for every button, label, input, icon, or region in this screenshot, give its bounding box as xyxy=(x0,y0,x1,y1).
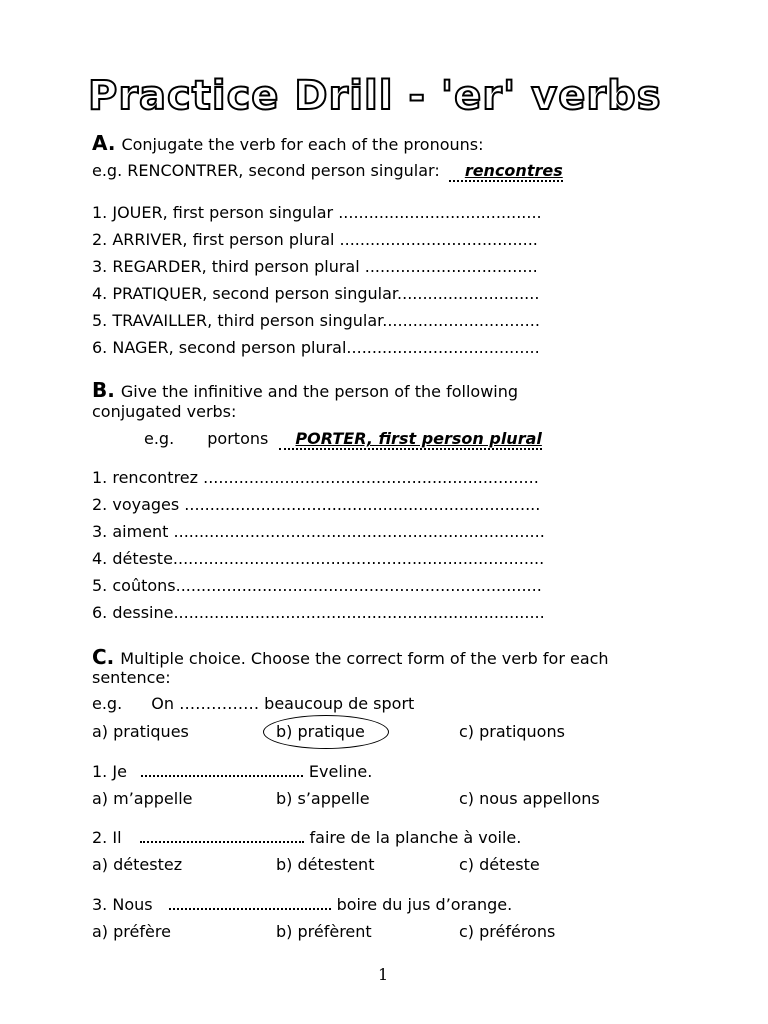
question-1 xyxy=(92,762,372,781)
section-a-item: 5. TRAVAILLER, third person singular............................... xyxy=(92,311,540,330)
option-a: a) m’appelle xyxy=(92,789,193,808)
section-b-example-word: portons xyxy=(207,429,269,448)
section-b-instruction-cont: conjugated verbs: xyxy=(92,402,237,421)
section-b-letter: B. xyxy=(92,378,115,402)
section-c-example-sentence: On …………… beaucoup de sport xyxy=(151,694,415,713)
page-number: 1 xyxy=(378,965,389,984)
question-3-start: 3. Nous xyxy=(92,895,153,914)
section-b-item: 6. dessine......................................................................... xyxy=(92,603,545,622)
option-b: b) préfèrent xyxy=(276,922,372,941)
section-b-example-answer: PORTER, first person plural xyxy=(279,429,541,450)
question-3-end: boire du jus d’orange. xyxy=(336,895,513,914)
section-a-item: 1. JOUER, first person singular ........................................ xyxy=(92,203,542,222)
option-c: c) préférons xyxy=(459,922,556,941)
section-a-example-answer: rencontres xyxy=(449,161,563,182)
option-b: b) détestent xyxy=(276,855,375,874)
question-2-start: 2. Il xyxy=(92,828,122,847)
option-b: b) s’appelle xyxy=(276,789,370,808)
section-c-instruction: Multiple choice. Choose the correct form of the verb for each xyxy=(120,649,609,668)
question-2-end: faire de la planche à voile. xyxy=(309,828,522,847)
option-c: c) pratiquons xyxy=(459,722,565,741)
question-2 xyxy=(92,828,521,847)
answer-blank xyxy=(140,840,304,843)
question-1-end: Eveline. xyxy=(308,762,373,781)
section-b-item: 5. coûtons........................................................................ xyxy=(92,576,542,595)
answer-blank xyxy=(169,907,331,910)
section-a-example-prefix: e.g. RENCONTRER, second person singular: xyxy=(92,161,440,180)
section-a-item: 3. REGARDER, third person plural .................................. xyxy=(92,257,538,276)
option-a: a) préfère xyxy=(92,922,171,941)
section-a-item: 6. NAGER, second person plural...................................... xyxy=(92,338,540,357)
section-b-item: 3. aiment ......................................................................... xyxy=(92,522,545,541)
option-c: c) nous appellons xyxy=(459,789,600,808)
section-a-item: 2. ARRIVER, first person plural ....................................... xyxy=(92,230,538,249)
option-c: c) déteste xyxy=(459,855,540,874)
option-a: a) détestez xyxy=(92,855,183,874)
section-c-instruction-cont: sentence: xyxy=(92,668,171,687)
section-a-instruction: Conjugate the verb for each of the pronouns: xyxy=(121,135,484,154)
section-c-heading xyxy=(92,645,609,669)
page-title: Practice Drill - 'er' verbs xyxy=(88,73,662,119)
section-b-item: 1. rencontrez .................................................................. xyxy=(92,468,539,487)
option-a: a) pratiques xyxy=(92,722,189,741)
option-b: b) pratique xyxy=(276,722,365,741)
section-c-example-prefix: e.g. xyxy=(92,694,123,713)
section-a-heading xyxy=(92,131,484,155)
section-b-item: 2. voyages ...................................................................... xyxy=(92,495,541,514)
section-b-example-label: e.g. xyxy=(144,429,175,448)
section-b-instruction: Give the infinitive and the person of the following xyxy=(120,382,519,401)
section-b-heading xyxy=(92,378,518,402)
answer-blank xyxy=(141,774,303,777)
section-a-item: 4. PRATIQUER, second person singular............................ xyxy=(92,284,540,303)
question-1-start: 1. Je xyxy=(92,762,127,781)
section-b-example xyxy=(144,429,542,448)
section-c-letter: C. xyxy=(92,645,115,669)
section-c-example xyxy=(92,694,414,713)
question-3 xyxy=(92,895,512,914)
section-a-example xyxy=(92,161,563,180)
section-a-letter: A. xyxy=(92,131,116,155)
section-b-item: 4. déteste......................................................................... xyxy=(92,549,545,568)
